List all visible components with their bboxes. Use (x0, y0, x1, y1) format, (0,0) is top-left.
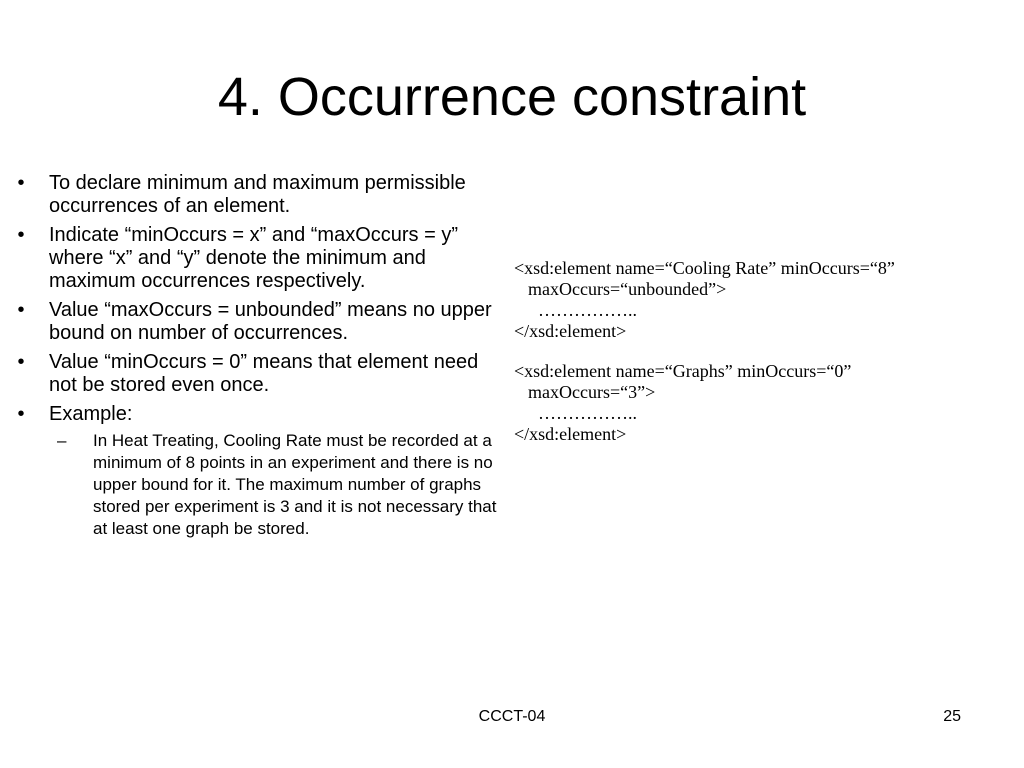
bullet-list (14, 172, 510, 546)
code-example (514, 258, 1014, 445)
bullet-text: Indicate “minOccurs = x” and “maxOccurs = y” where “x” and “y” denote the minimum and maximum occurrences respectively. (49, 224, 459, 292)
sub-bullet-text: In Heat Treating, Cooling Rate must be recorded at a minimum of 8 points in an experiment and there is no upper bound for it. The maximum number of graphs stored per experiment is 3 and it is not necessary that at least one graph be stored. (93, 431, 497, 538)
code-block-graphs (514, 361, 1014, 445)
bullet-text: Value “minOccurs = 0” means that element need not be stored even once. (49, 351, 479, 396)
bullet-text: Example: (49, 403, 133, 425)
bullet-item (14, 224, 510, 293)
bullet-item (14, 299, 510, 345)
code-line: …………….. (538, 403, 637, 423)
code-line: </xsd:element> (514, 321, 627, 341)
bullet-dot-icon: • (17, 351, 25, 373)
bullet-text: Value “maxOccurs = unbounded” means no upper bound on number of occurrences. (49, 299, 492, 344)
page-title: 4. Occurrence constraint (217, 67, 807, 127)
code-line: …………….. (538, 300, 637, 320)
bullet-item (14, 172, 510, 218)
bullet-item (14, 351, 510, 397)
dash-icon: – (57, 431, 67, 450)
code-block-cooling-rate (514, 258, 1014, 342)
sub-bullet-item (49, 430, 510, 540)
code-line: <xsd:element name=“Cooling Rate” minOccurs=“8” (514, 258, 895, 278)
bullet-dot-icon: • (17, 299, 25, 321)
bullet-dot-icon: • (17, 224, 25, 246)
sub-bullet-list (49, 430, 510, 540)
code-line: maxOccurs=“3”> (528, 382, 656, 402)
code-line: </xsd:element> (514, 424, 627, 444)
bullet-dot-icon: • (17, 172, 25, 194)
footer-label: CCCT-04 (478, 708, 546, 725)
page-number: 25 (943, 708, 961, 725)
bullet-dot-icon: • (17, 403, 25, 425)
bullet-item (14, 403, 510, 540)
code-line: <xsd:element name=“Graphs” minOccurs=“0” (514, 361, 852, 381)
bullet-text: To declare minimum and maximum permissible occurrences of an element. (49, 172, 466, 217)
code-line: maxOccurs=“unbounded”> (528, 279, 727, 299)
